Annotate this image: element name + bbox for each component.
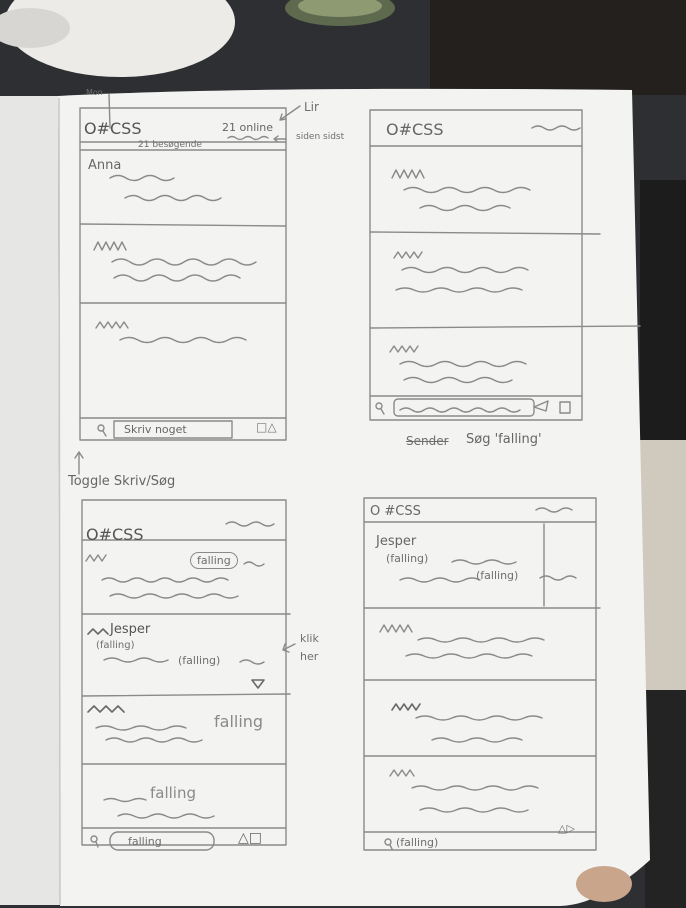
sketch3-action-icons: △□ bbox=[238, 830, 262, 846]
sketch2-caption-struck: Sender bbox=[406, 434, 449, 448]
sketch1-frame bbox=[75, 94, 300, 474]
sketch3-logo: O#CSS bbox=[86, 525, 144, 544]
sketch1-logo: O#CSS bbox=[84, 119, 142, 138]
sketch1-online-count: 21 online bbox=[222, 121, 274, 134]
sketch4-frame bbox=[364, 498, 600, 850]
sketch4-action-icons: △▷ bbox=[558, 822, 575, 835]
sketch1-input-text: Skriv noget bbox=[124, 423, 187, 436]
sketch2-caption: Søg 'falling' bbox=[466, 432, 542, 447]
sketch2-frame bbox=[370, 110, 640, 420]
note-klik-her: klik her bbox=[300, 632, 319, 663]
sketch4-reply-tag: (falling) bbox=[386, 552, 429, 565]
note-mon: Mon bbox=[86, 88, 103, 97]
note-lir: Lir bbox=[304, 100, 319, 114]
sketch4-logo: O #CSS bbox=[370, 504, 421, 519]
sketch3-search-text: falling bbox=[128, 835, 162, 848]
sketch3-author: Jesper bbox=[110, 622, 151, 637]
sketch4-author: Jesper bbox=[376, 534, 417, 549]
sketch1-action-icons: □△ bbox=[256, 420, 277, 434]
sketch4-search-text: (falling) bbox=[396, 836, 439, 849]
sketch1-post-author: Anna bbox=[88, 158, 122, 173]
sketch4-inline-tag: (falling) bbox=[476, 569, 519, 582]
note-toggle: Toggle Skriv/Søg bbox=[68, 474, 176, 489]
sketch2-logo: O#CSS bbox=[386, 120, 444, 139]
sketch1-visitor-count: 21 besøgende bbox=[138, 140, 202, 150]
sketch3-tag-chip: falling bbox=[190, 552, 238, 569]
sketch3-post4-tag: falling bbox=[150, 784, 197, 802]
sketch3-reply-tag: (falling) bbox=[96, 640, 135, 651]
sketch3-inline-tag: (falling) bbox=[178, 654, 221, 667]
sketch3-post3-tag: falling bbox=[214, 712, 264, 731]
note-siden-sidst: siden sidst bbox=[296, 132, 345, 142]
